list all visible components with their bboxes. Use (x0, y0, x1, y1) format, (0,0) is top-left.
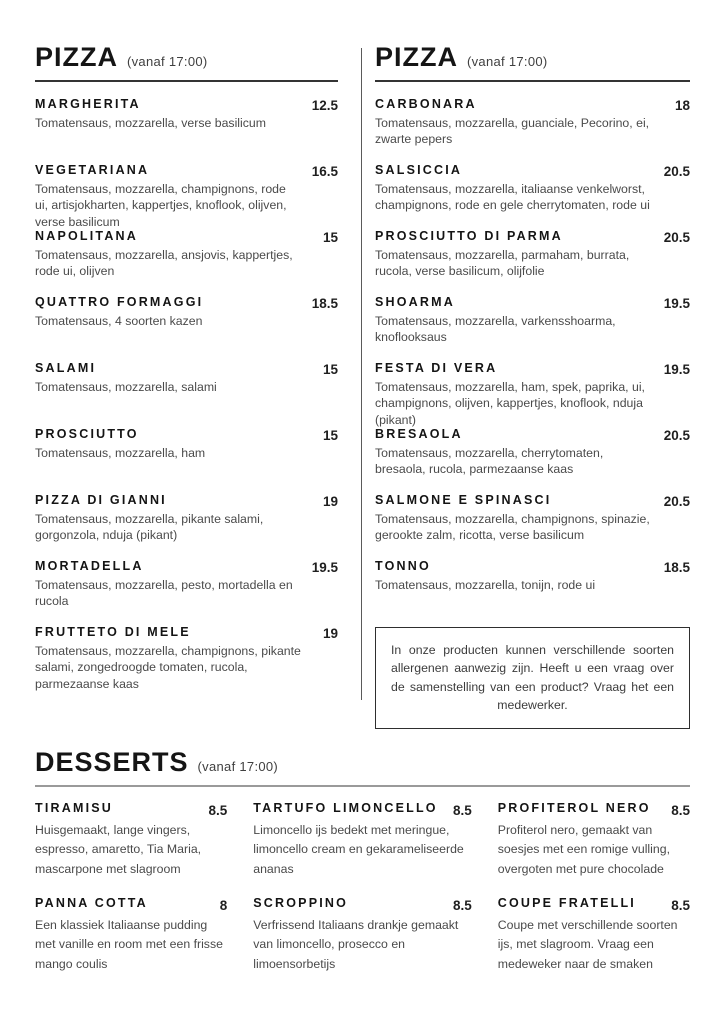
desserts-section (35, 746, 690, 991)
item-name: PIZZA DI GIANNI (35, 493, 167, 507)
menu-item (375, 163, 690, 229)
item-text (375, 361, 664, 428)
item-name: SCROPPINO (253, 895, 349, 910)
item-text (498, 896, 690, 974)
menu-item (35, 801, 227, 896)
item-text (375, 229, 664, 280)
menu-item (35, 896, 227, 991)
item-text (498, 801, 690, 879)
section-header (375, 44, 690, 82)
item-description: Tomatensaus, mozzarella, ansjovis, kappertjes, rode ui, olijven (35, 248, 293, 279)
pizza-left-items (35, 97, 338, 691)
menu-item (498, 896, 690, 991)
item-price: 20.5 (663, 164, 690, 179)
item-name: CARBONARA (375, 97, 477, 111)
item-name: COUPE FRATELLI (497, 895, 636, 910)
section-subtitle: (vanaf 17:00) (197, 758, 279, 774)
item-text (35, 229, 323, 280)
item-text (35, 559, 312, 610)
item-description: Tomatensaus, mozzarella, parmaham, burrata, rucola, verse basilicum, olijfolie (375, 248, 630, 279)
item-price: 19.5 (663, 296, 690, 311)
menu-item (375, 493, 690, 559)
menu-item (375, 559, 690, 625)
item-name: SALSICCIA (375, 163, 463, 177)
menu-item (35, 625, 338, 691)
item-name: BRESAOLA (375, 427, 463, 441)
menu-item (375, 229, 690, 295)
item-name: FRUTTETO DI MELE (35, 625, 191, 639)
item-name: TIRAMISU (35, 800, 114, 815)
item-text (375, 97, 675, 148)
menu-item (375, 361, 690, 427)
item-description: Tomatensaus, mozzarella, champignons, rode ui, artisjokharten, kappertjes, knoflook, olijven, verse basilicum (35, 182, 287, 229)
item-price: 8.5 (671, 897, 690, 913)
item-description: Tomatensaus, mozzarella, salami (35, 380, 217, 394)
item-price: 15 (322, 362, 338, 377)
item-description: Tomatensaus, 4 soorten kazen (35, 314, 203, 328)
item-price: 8 (219, 897, 228, 913)
menu-item (35, 361, 338, 427)
item-price: 8.5 (671, 802, 690, 818)
item-description: Huisgemaakt, lange vingers, espresso, amaretto, Tia Maria, mascarpone met slagroom (35, 822, 202, 876)
item-name: FESTA DI VERA (375, 361, 498, 375)
item-name: TARTUFO LIMONCELLO (253, 800, 438, 815)
section-subtitle: (vanaf 17:00) (467, 54, 548, 69)
item-price: 19.5 (311, 560, 338, 575)
section-subtitle: (vanaf 17:00) (127, 54, 208, 69)
menu-item (375, 97, 690, 163)
item-price: 16.5 (311, 164, 338, 179)
item-text (35, 493, 323, 544)
menu-item (498, 801, 690, 896)
item-name: PROSCIUTTO (35, 427, 139, 441)
item-price: 19 (322, 626, 338, 641)
item-text (35, 361, 323, 395)
item-price: 8.5 (208, 802, 228, 818)
item-name: SALMONE E SPINASCI (375, 493, 552, 507)
menu-item (35, 493, 338, 559)
dessert-items (35, 801, 690, 991)
column-divider (361, 48, 362, 700)
item-price: 18.5 (663, 560, 690, 575)
item-description: Tomatensaus, mozzarella, varkensshoarma, knoflooksaus (375, 314, 616, 345)
pizza-section-right (375, 44, 690, 729)
item-name: SHOARMA (375, 295, 455, 309)
item-price: 15 (322, 230, 338, 245)
item-description: Profiterol nero, gemaakt van soesjes met een romige vulling, overgoten met pure chocolade (497, 822, 670, 876)
item-name: TONNO (375, 559, 431, 573)
item-name: NAPOLITANA (35, 229, 139, 243)
item-name: MORTADELLA (35, 559, 144, 573)
item-name: PANNA COTTA (35, 895, 148, 910)
item-description: Een klassiek Italiaanse pudding met vanille en room met een frisse mango coulis (35, 917, 223, 971)
item-price: 20.5 (663, 230, 690, 245)
item-name: SALAMI (35, 361, 97, 375)
item-description: Tomatensaus, mozzarella, italiaanse venkelworst, champignons, rode en gele cherrytomaten, rode ui (375, 182, 650, 213)
item-text (35, 801, 227, 879)
item-text (375, 559, 664, 593)
item-text (35, 625, 323, 692)
item-description: Tomatensaus, mozzarella, pikante salami, gorgonzola, nduja (pikant) (35, 512, 264, 543)
item-description: Tomatensaus, mozzarella, guanciale, Pecorino, ei, zwarte pepers (375, 116, 650, 147)
menu-item (35, 229, 338, 295)
pizza-columns (35, 44, 690, 729)
menu-item (35, 559, 338, 625)
item-name: VEGETARIANA (35, 163, 150, 177)
section-title: PIZZA (375, 42, 458, 72)
menu-item (253, 801, 472, 896)
item-name: MARGHERITA (35, 97, 141, 111)
item-description: Coupe met verschillende soorten ijs, met slagroom. Vraag een medeweker naar de smaken (497, 917, 678, 971)
item-price: 20.5 (663, 428, 690, 443)
menu-item (375, 427, 690, 493)
section-title: DESSERTS (35, 746, 189, 777)
item-price: 20.5 (663, 494, 690, 509)
section-title: PIZZA (35, 42, 118, 72)
pizza-section-left (35, 44, 338, 691)
item-text (35, 97, 312, 131)
pizza-right-items (375, 97, 690, 625)
item-price: 12.5 (311, 98, 338, 113)
item-text (253, 896, 472, 974)
item-price: 19.5 (663, 362, 690, 377)
menu-item (35, 97, 338, 163)
item-description: Limoncello ijs bedekt met meringue, limoncello cream en gekarameliseerde ananas (253, 822, 464, 876)
item-text (253, 801, 472, 879)
menu-item (35, 427, 338, 493)
item-description: Tomatensaus, mozzarella, ham (35, 446, 206, 460)
menu-item (35, 163, 338, 229)
item-price: 8.5 (452, 802, 472, 818)
item-text (375, 295, 664, 346)
item-name: PROSCIUTTO DI PARMA (375, 229, 563, 243)
item-price: 19 (322, 494, 338, 509)
section-header (35, 44, 338, 82)
item-text (35, 163, 312, 230)
menu-item (35, 295, 338, 361)
item-description: Tomatensaus, mozzarella, tonijn, rode ui (375, 578, 596, 592)
item-text (35, 896, 227, 974)
item-description: Tomatensaus, mozzarella, verse basilicum (35, 116, 266, 130)
menu-item (375, 295, 690, 361)
item-description: Tomatensaus, mozzarella, pesto, mortadella en rucola (35, 578, 293, 609)
section-header (35, 746, 690, 787)
item-description: Verfrissend Italiaans drankje gemaakt van limoncello, prosecco en limoensorbetijs (253, 917, 459, 971)
item-text (375, 427, 664, 478)
item-description: Tomatensaus, mozzarella, champignons, pikante salami, zongedroogde tomaten, rucola, parmezaanse kaas (35, 644, 301, 691)
item-text (35, 427, 323, 461)
item-price: 18.5 (311, 296, 338, 311)
item-description: Tomatensaus, mozzarella, ham, spek, paprika, ui, champignons, olijven, kappertjes, knoflook, nduja (pikant) (375, 380, 645, 427)
allergen-notice: In onze producten kunnen verschillende soorten allergenen aanwezig zijn. Heeft u een vraag over de samenstelling van een product? Vraag het een medewerker. (375, 627, 690, 729)
menu-item (253, 896, 472, 991)
item-text (35, 295, 312, 329)
item-description: Tomatensaus, mozzarella, cherrytomaten, bresaola, rucola, parmezaanse kaas (375, 446, 604, 477)
item-price: 15 (322, 428, 338, 443)
item-price: 8.5 (452, 897, 472, 913)
item-text (375, 163, 664, 214)
item-description: Tomatensaus, mozzarella, champignons, spinazie, gerookte zalm, ricotta, verse basilicum (375, 512, 650, 543)
item-name: PROFITEROL NERO (497, 800, 651, 815)
item-price: 18 (674, 98, 690, 113)
item-text (375, 493, 664, 544)
item-name: QUATTRO FORMAGGI (35, 295, 204, 309)
